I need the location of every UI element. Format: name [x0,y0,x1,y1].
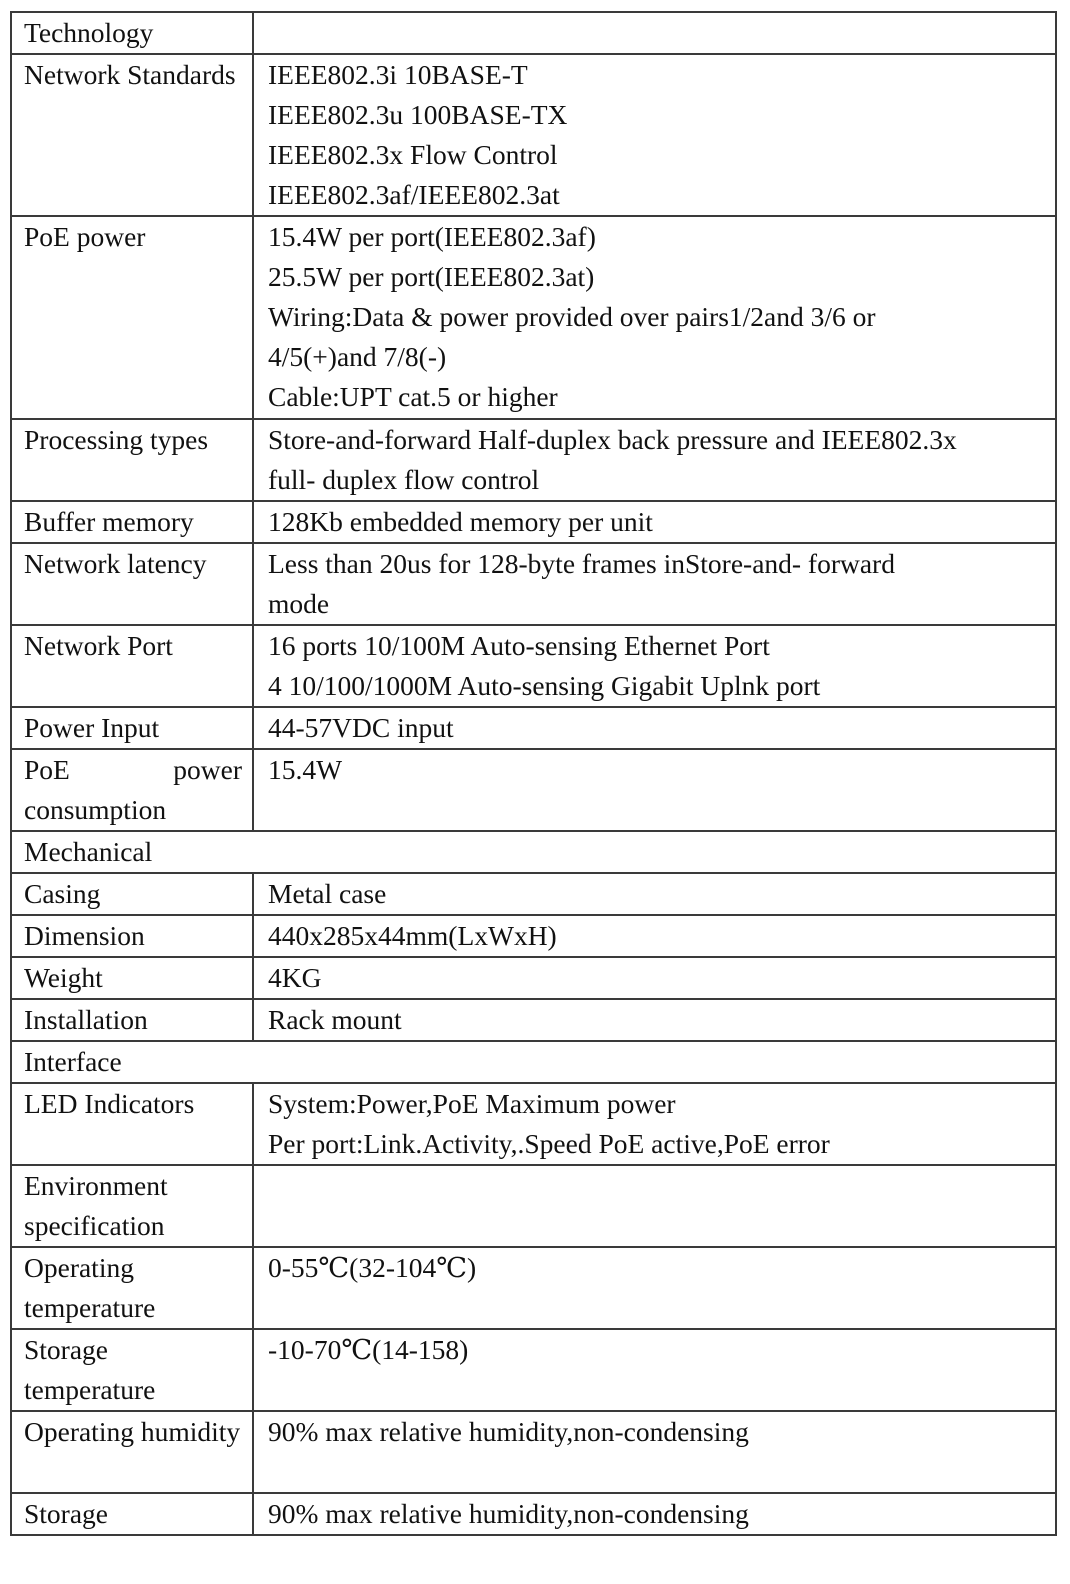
value-line: IEEE802.3u 100BASE-TX [268,99,568,130]
table-row-network-latency [11,543,1056,625]
table-row-casing [11,873,1056,915]
value-line: Cable:UPT cat.5 or higher [268,381,558,412]
row-value [253,957,1056,999]
row-label: Storage temperature [11,1329,253,1411]
row-value [253,1411,1056,1493]
table-row-storage-temperature [11,1329,1056,1411]
value-line: Less than 20us for 128-byte frames inStore-and- forward [268,548,895,579]
row-label: Network Port [11,625,253,707]
value-line: System:Power,PoE Maximum power [268,1088,676,1119]
row-label: Buffer memory [11,501,253,543]
value-line: 4 10/100/1000M Auto-sensing Gigabit Uplnk port [268,670,821,701]
row-label: Network Standards [11,54,253,216]
row-label: PoE power [11,216,253,419]
table-row-environment-specification [11,1165,1056,1247]
value-line: full- duplex flow control [268,464,540,495]
value-line: Rack mount [268,1004,402,1035]
value-line: IEEE802.3i 10BASE-T [268,59,528,90]
section-heading: Mechanical [11,831,1056,873]
table-row-power-input [11,707,1056,749]
row-label: Dimension [11,915,253,957]
table-row-buffer-memory [11,501,1056,543]
table-row-weight [11,957,1056,999]
value-line: 25.5W per port(IEEE802.3at) [268,261,595,292]
table-row-dimension [11,915,1056,957]
table-row-poe-power [11,216,1056,419]
row-value [253,873,1056,915]
row-label: Casing [11,873,253,915]
section-heading: Interface [11,1041,1056,1083]
row-label: Network latency [11,543,253,625]
value-line: 15.4W per port(IEEE802.3af) [268,221,596,252]
value-line: IEEE802.3af/IEEE802.3at [268,179,560,210]
row-value [253,707,1056,749]
row-label: LED Indicators [11,1083,253,1165]
row-label-line: consumption [24,794,167,825]
row-value [253,1165,1056,1247]
value-line: -10-70℃(14-158) [268,1334,469,1365]
row-value [253,12,1056,54]
row-value [253,501,1056,543]
row-label: Processing types [11,419,253,501]
row-label-word: PoE [24,754,70,785]
row-label: Power Input [11,707,253,749]
value-line: 90% max relative humidity,non-condensing [268,1416,749,1447]
value-line: mode [268,588,330,619]
table-row-network-standards [11,54,1056,216]
table-row-network-port [11,625,1056,707]
row-value [253,999,1056,1041]
row-label [11,749,253,831]
table-row-poe-power-consumption [11,749,1056,831]
value-line: 44-57VDC input [268,712,454,743]
row-value [253,749,1056,831]
row-value [253,915,1056,957]
table-row-technology [11,12,1056,54]
row-label: Technology [11,12,253,54]
value-line: Per port:Link.Activity,.Speed PoE active,PoE error [268,1128,830,1159]
row-value [253,625,1056,707]
row-value [253,1329,1056,1411]
row-label: Operating temperature [11,1247,253,1329]
row-value [253,1083,1056,1165]
value-line: Store-and-forward Half-duplex back pressure and IEEE802.3x [268,424,957,455]
row-value [253,216,1056,419]
value-line: 90% max relative humidity,non-condensing [268,1498,749,1529]
row-label: Installation [11,999,253,1041]
row-value [253,54,1056,216]
row-label: Storage [11,1493,253,1535]
section-row-mechanical [11,831,1056,873]
specifications-table [10,11,1057,1536]
value-line: Wiring:Data & power provided over pairs1/2and 3/6 or [268,301,876,332]
table-row-operating-humidity [11,1411,1056,1493]
row-value [253,1493,1056,1535]
row-label: Weight [11,957,253,999]
value-line: 440x285x44mm(LxWxH) [268,920,557,951]
value-line: 4KG [268,962,322,993]
table-row-storage [11,1493,1056,1535]
row-value [253,543,1056,625]
value-line: 16 ports 10/100M Auto-sensing Ethernet Port [268,630,770,661]
table-row-processing-types [11,419,1056,501]
value-line: 15.4W [268,754,343,785]
row-label-line [24,750,242,790]
table-row-led-indicators [11,1083,1056,1165]
value-line: 0-55℃(32-104℃) [268,1252,477,1283]
row-value [253,419,1056,501]
section-row-interface [11,1041,1056,1083]
row-label-word: power [173,754,242,785]
table-row-installation [11,999,1056,1041]
row-value [253,1247,1056,1329]
value-line: 128Kb embedded memory per unit [268,506,653,537]
row-label: Operating humidity [11,1411,253,1493]
table-row-operating-temperature [11,1247,1056,1329]
value-line: IEEE802.3x Flow Control [268,139,558,170]
value-line: Metal case [268,878,387,909]
value-line: 4/5(+)and 7/8(-) [268,341,447,372]
row-label: Environment specification [11,1165,253,1247]
